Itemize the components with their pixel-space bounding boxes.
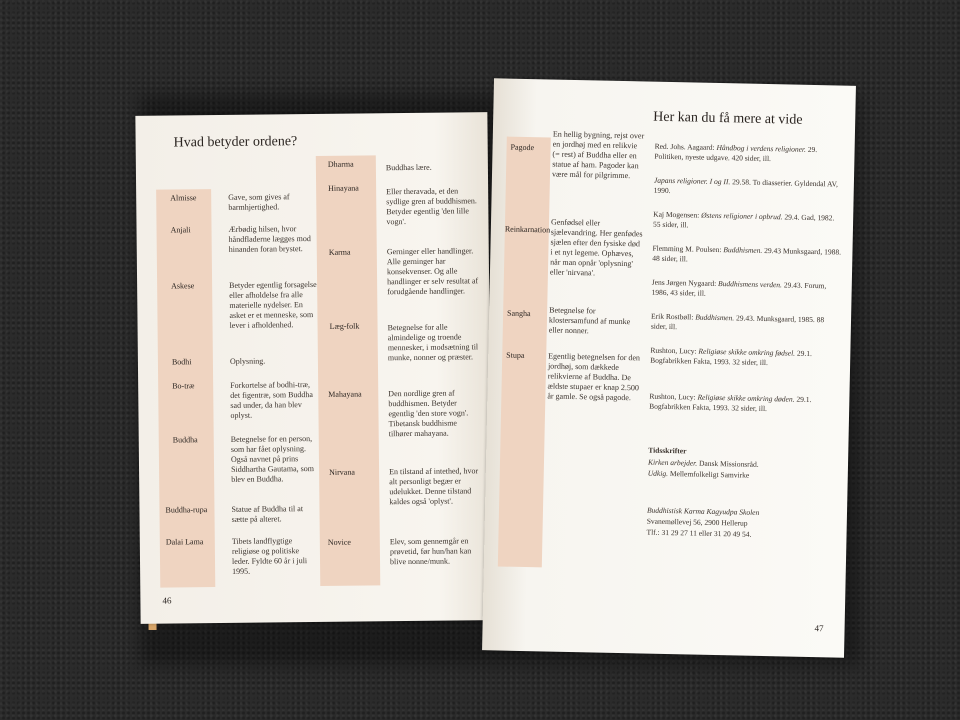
glossary-term: Dalai Lama	[165, 537, 204, 547]
ref-details: 29.58. To diasserier. Gyldendal AV, 1990.	[653, 177, 838, 195]
glossary-term: Buddha	[172, 435, 198, 445]
ref-title: Religiøse skikke omkring døden.	[697, 392, 795, 404]
ref-title: Japans religioner. I og II.	[653, 175, 731, 187]
glossary-term: Reinkarnation	[504, 224, 551, 235]
page-title: Hvad betyder ordene?	[173, 134, 298, 151]
glossary-definition: Gave, som gives af barmhjertighed.	[228, 192, 290, 212]
glossary-definition: Ærbødig hilsen, hvor håndfladerne lægges mod hinanden foran brystet.	[228, 224, 311, 254]
reference-entry	[651, 312, 841, 336]
ref-title: Buddhismen.	[695, 312, 735, 323]
reference-entry	[649, 392, 839, 416]
periodical-title: Udkig.	[647, 468, 669, 479]
glossary-term: Mahayana	[328, 389, 362, 399]
ref-title: Håndbog i verdens religioner.	[716, 142, 807, 154]
glossary-definition: Egentlig betegnelsen for den jordhøj, som dækkede relikvierne af Buddha. De ældste stupaer er knap 2.500 år gamle. Se også pagode.	[547, 351, 641, 403]
glossary-term: Bodhi	[171, 357, 192, 367]
glossary-definition: Tibets landflygtige religiøse og politiske leder. Fyldte 60 år i juli 1995.	[231, 536, 308, 576]
ref-details: 29.1. Bogfabrikken Fakta, 1993. 32 sider, ill.	[650, 348, 813, 368]
glossary-term: Nirvana	[329, 467, 355, 477]
ref-details: 29. Politiken, nyeste udgave. 420 sider, ill.	[654, 144, 818, 164]
glossary-term: Pagode	[510, 142, 535, 153]
ref-author: Jens Jørgen Nygaard:	[651, 277, 717, 288]
ref-details: 29.43. Munksgaard, 1985. 88 sider, ill.	[650, 313, 825, 332]
ref-details: 29.43. Forum, 1986, 43 sider, ill.	[651, 280, 827, 298]
glossary-definition: Statue af Buddha til at sætte på alteret.	[231, 504, 304, 524]
ref-author: Kaj Mogensen:	[653, 209, 700, 220]
periodicals-heading: Tidsskrifter	[648, 445, 687, 456]
glossary-term: Stupa	[506, 350, 525, 360]
reference-entry	[650, 346, 840, 370]
glossary-term: Dharma	[327, 159, 354, 169]
glossary-definition: En tilstand af intethed, hvor alt personligt begær er udelukket. Denne tilstand kaldes også 'oplyst'.	[389, 466, 479, 507]
glossary-definition: En hellig bygning, rejst over en jordhøj med en relikvie (= rest) af Buddha eller en statue af ham. Pagoder kan være mål for pilgrimme.	[551, 129, 645, 181]
ref-author: Rushton, Lucy:	[650, 345, 697, 356]
ref-author: Erik Rostbøll:	[650, 311, 694, 322]
glossary-term: Anjali	[170, 225, 191, 235]
glossary-definition: Genfødsel eller sjælevandring. Her genfødes sjælen efter den fysiske død i et nyt legeme. Ophæves, når man opnår 'oplysning' eller 'nirvana'.	[549, 217, 643, 278]
glossary-definition: Elev, som gennemgår en prøvetid, før hun/han kan blive nonne/munk.	[389, 536, 472, 567]
glossary-definition: Forkortelse af bodhi-træ, det figentræ, som Buddha sad under, da han blev oplyst.	[230, 380, 313, 420]
reference-entry	[652, 244, 842, 268]
glossary-definition: Betyder egentlig forsagelse eller afholdelse fra alle materielle nydelser. En asket er et menneske, som lever i afholdenhed.	[229, 279, 317, 330]
address-phone: Tlf.: 31 29 27 11 eller 31 20 49 54.	[646, 527, 752, 539]
page-number: 46	[162, 595, 172, 606]
org-name: Buddhistisk Karma Kagyudpa Skolen	[646, 505, 760, 517]
glossary-term: Buddha-rupa	[165, 505, 208, 515]
glossary-definition: Betegnelse for klostersamfund af munke eller nonner.	[548, 305, 631, 336]
periodical-details: Dansk Missionsråd.	[698, 458, 759, 469]
reference-entry	[654, 176, 844, 200]
ref-details: 29.4. Gad, 1982. 55 sider, ill.	[652, 212, 835, 230]
glossary-term: Bo-træ	[172, 381, 195, 391]
ref-title: Religiøse skikke omkring fødsel.	[698, 346, 796, 358]
address-street: Svanemøllevej 56, 2900 Hellerup	[646, 516, 748, 528]
glossary-definition: Den nordlige gren af buddhismen. Betyder egentlig 'den store vogn'. Tibetansk buddhisme tilhører mahayana.	[388, 388, 469, 439]
glossary-term: Karma	[328, 247, 351, 257]
page-title: Her kan du få mere at vide	[653, 109, 803, 128]
glossary-definition: Oplysning.	[229, 356, 266, 366]
ref-author: Flemming M. Poulsen:	[652, 243, 722, 255]
ref-title: Østens religioner i opbrud.	[701, 210, 783, 222]
glossary-definition: Gerninger eller handlinger. Alle gerninger har konsekvenser. Og alle handlinger er selv resultat af forudgående handlinger.	[386, 246, 479, 297]
periodical-details: Mellemfolkeligt Samvirke	[669, 469, 750, 480]
term-column-bg	[316, 155, 380, 586]
page-number: 47	[814, 623, 824, 634]
glossary-definition: Betegnelse for alle almindelige og troende mennesker, i modsætning til munke, nonner og præster.	[387, 322, 479, 363]
periodical-title: Kirken arbejder.	[647, 457, 698, 468]
ref-title: Buddhismens verden.	[717, 279, 783, 290]
reference-entry	[653, 210, 843, 234]
ref-details: 29.43 Munksgaard, 1988. 48 sider, ill.	[652, 245, 842, 264]
glossary-definition: Eller theravada, et den sydlige gren af buddhismen. Betyder egentlig 'den lille vogn'.	[386, 186, 477, 227]
reference-entry	[651, 278, 841, 302]
ref-author: Red. Johs. Aagaard:	[654, 141, 715, 152]
glossary-term: Novice	[327, 537, 351, 547]
glossary-term: Sangha	[507, 308, 531, 319]
glossary-term: Askese	[171, 281, 195, 291]
left-page	[135, 112, 492, 624]
glossary-term: Almisse	[170, 193, 197, 203]
ref-author: Rushton, Lucy:	[649, 391, 696, 402]
ref-details: 29.1. Bogfabrikken Fakta, 1993. 32 sider, ill.	[649, 394, 812, 414]
glossary-definition: Buddhas lære.	[385, 162, 432, 173]
right-page	[482, 78, 856, 657]
reference-entry	[654, 142, 844, 166]
glossary-definition: Betegnelse for en person, som har fået oplysning. Også navnet på prins Siddhartha Gautama, som blev en Buddha.	[230, 434, 314, 484]
glossary-term: Læg-folk	[329, 321, 360, 331]
ref-title: Buddhismen.	[723, 245, 763, 255]
glossary-term: Hinayana	[328, 183, 359, 193]
